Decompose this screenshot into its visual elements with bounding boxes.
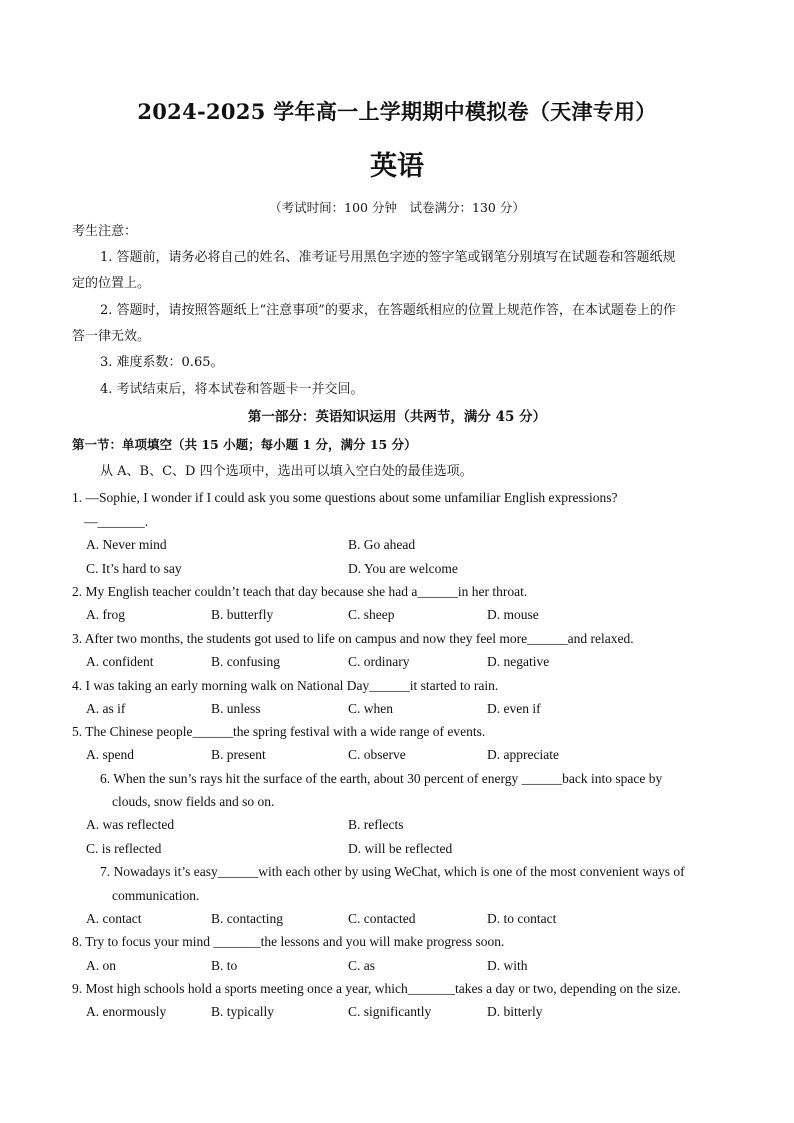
question-2-stem: 2. My English teacher couldn’t teach that day because she had a______in her throat.: [72, 584, 528, 599]
question-5-option-c: C. observe: [348, 747, 406, 762]
question-9-option-a: A. enormously: [86, 1004, 167, 1019]
question-4-option-d: D. even if: [487, 701, 541, 716]
question-3-option-c: C. ordinary: [348, 654, 410, 669]
part1-title: 第一部分：英语知识运用（共两节，满分 45 分）: [247, 409, 547, 425]
section1-instruction: 从 A、B、C、D 四个选项中，选出可以填入空白处的最佳选项。: [100, 464, 473, 479]
question-7-option-c: C. contacted: [348, 911, 416, 926]
question-6-stem-cont: clouds, snow fields and so on.: [112, 794, 275, 809]
question-1-option-a: A. Never mind: [86, 537, 167, 552]
exam-title: 2024-2025 学年高一上学期期中模拟卷（天津专用）: [137, 99, 657, 124]
question-4-option-a: A. as if: [86, 701, 126, 716]
question-2-option-a: A. frog: [86, 607, 125, 622]
question-9-option-c: C. significantly: [348, 1004, 432, 1019]
question-5-option-a: A. spend: [86, 747, 134, 762]
question-6-option-c: C. is reflected: [86, 841, 162, 856]
question-8-stem: 8. Try to focus your mind _______the lessons and you will make progress soon.: [72, 934, 505, 949]
question-1-stem: 1. —Sophie, I wonder if I could ask you some questions about some unfamiliar English expressions?: [72, 490, 618, 505]
question-9-option-d: D. bitterly: [487, 1004, 543, 1019]
question-1-option-b: B. Go ahead: [348, 537, 416, 552]
question-5-option-d: D. appreciate: [487, 747, 559, 762]
question-8-option-d: D. with: [487, 958, 528, 973]
question-9-option-b: B. typically: [211, 1004, 274, 1019]
question-7-stem-cont: communication.: [112, 888, 200, 903]
exam-info: （考试时间：100 分钟 试卷满分：130 分）: [269, 200, 525, 215]
notice-item-2: 2. 答题时，请按照答题纸上“注意事项”的要求，在答题纸相应的位置上规范作答，在本试题卷上的作: [100, 303, 676, 318]
question-7-option-d: D. to contact: [487, 911, 557, 926]
question-7-option-a: A. contact: [86, 911, 142, 926]
question-3-option-a: A. confident: [86, 654, 154, 669]
notice-item-1: 1. 答题前，请务必将自己的姓名、准考证号用黑色字迹的签字笔或钢笔分别填写在试题卷和答题纸规: [100, 250, 676, 265]
section1-title: 第一节：单项填空（共 15 小题；每小题 1 分，满分 15 分）: [72, 437, 417, 452]
question-7-stem: 7. Nowadays it’s easy______with each other by using WeChat, which is one of the most convenient ways of: [100, 864, 685, 879]
question-6-option-b: B. reflects: [348, 817, 404, 832]
notice-item-1-cont: 定的位置上。: [72, 276, 151, 291]
question-5-stem: 5. The Chinese people______the spring festival with a wide range of events.: [72, 724, 486, 739]
notice-heading: 考生注意：: [72, 224, 138, 239]
question-4-stem: 4. I was taking an early morning walk on National Day______it started to rain.: [72, 678, 499, 693]
question-7-option-b: B. contacting: [211, 911, 283, 926]
question-8-option-a: A. on: [86, 958, 116, 973]
question-1-stem-cont: —_______.: [84, 514, 149, 529]
question-8-option-b: B. to: [211, 958, 238, 973]
question-6-stem: 6. When the sun’s rays hit the surface of the earth, about 30 percent of energy ______back into space by: [100, 771, 663, 786]
question-1-option-c: C. It’s hard to say: [86, 561, 182, 576]
question-4-option-b: B. unless: [211, 701, 261, 716]
question-4-option-c: C. when: [348, 701, 393, 716]
notice-item-2-cont: 答一律无效。: [72, 329, 151, 344]
notice-item-4: 4. 考试结束后，将本试卷和答题卡一并交回。: [100, 382, 364, 397]
question-6-option-a: A. was reflected: [86, 817, 175, 832]
question-3-option-d: D. negative: [487, 654, 550, 669]
question-1-option-d: D. You are welcome: [348, 561, 458, 576]
question-2-option-b: B. butterfly: [211, 607, 274, 622]
question-2-option-c: C. sheep: [348, 607, 395, 622]
question-3-option-b: B. confusing: [211, 654, 280, 669]
question-2-option-d: D. mouse: [487, 607, 539, 622]
question-5-option-b: B. present: [211, 747, 266, 762]
notice-item-3: 3. 难度系数：0.65。: [100, 355, 224, 370]
question-8-option-c: C. as: [348, 958, 375, 973]
question-6-option-d: D. will be reflected: [348, 841, 453, 856]
subject-title: 英语: [370, 151, 424, 182]
question-3-stem: 3. After two months, the students got used to life on campus and now they feel more______and relaxed.: [72, 631, 634, 646]
question-9-stem: 9. Most high schools hold a sports meeting once a year, which_______takes a day or two, depending on the size.: [72, 981, 681, 996]
